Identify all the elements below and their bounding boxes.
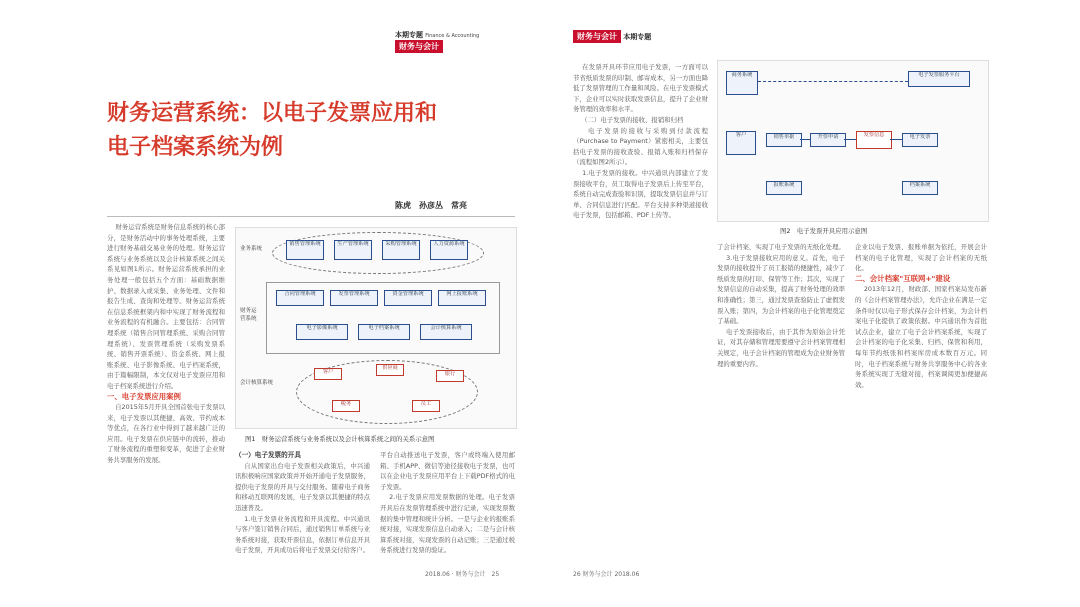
header-label: 本期专题	[623, 33, 652, 41]
diagram-node: 销售管理系统	[286, 240, 324, 260]
page-header	[573, 30, 651, 43]
diagram-node: 客户	[726, 131, 756, 155]
external-node: 银行	[436, 370, 464, 382]
diagram-node: 发票管理系统	[330, 290, 378, 306]
diagram-label: 业务系统	[240, 246, 263, 252]
body-text: 在发票开具环节应用电子发票，一方面可以节省纸质发票的印制、邮寄成本，另一方面也降低了发票管理的工作量和风险。在电子发票模式下，企业可以实时获取发票信息，提升了企业财务管理的效率和水平。 （二）电子发票的接收、报销和归档 电子发票的接收与采购到付款流程（Purchase to Payment）紧密相关，主要包括电子发票的接收查验、报销入账和归档保存（流程如图2所示）。 1.电子发票的接收。中兴通讯内部建立了发票接收平台，员工取得电子发票后上传至平台，系统自动完成查验和识别，提取发票信息并与订单、合同信息进行匹配。平台支持多种渠道接收电子发票，包括邮箱、PDF上传等。	[573, 63, 708, 220]
diagram-node: 电子档案系统	[358, 324, 410, 340]
external-node: 客户	[314, 368, 342, 380]
right-column-3	[855, 242, 987, 567]
right-column-2	[717, 242, 845, 567]
diagram-node: 电子影像系统	[296, 324, 348, 340]
connector	[844, 139, 856, 140]
page-footer: 2018.06 · 财务与会计 25	[425, 571, 500, 578]
title-line-2: 电子档案系统为例	[107, 135, 284, 160]
diagram-node: 网上报账系统	[438, 290, 486, 306]
right-column-1	[573, 62, 708, 567]
body-text: 2013年12月，财政部、国家档案局发布新的《会计档案管理办法》，允许企业在满足一定条件时仅以电子形式保存会计档案，为会计档案电子化提供了政策依据。中兴通讯作为首批试点企业，建立了电子会计档案系统，实现了会计档案的电子化采集、归档、保管和利用，每年节约纸张和档案库房成本数百万元。同时，电子档案系统与财务共享服务中心的各业务系统实现了无缝对接，档案调阅更加便捷高效。	[855, 285, 987, 389]
connector	[758, 81, 908, 82]
divider	[107, 216, 515, 217]
left-column-2	[235, 450, 370, 570]
left-column-1	[107, 222, 225, 567]
diagram-node: 报账系统	[766, 181, 802, 195]
page-header	[395, 30, 525, 53]
right-page	[565, 22, 995, 582]
section-heading: 二、会计档案"互联网+"建设	[855, 273, 951, 283]
body-text: 自2015年5月开具全国首张电子发票以来，电子发票以其便捷、高效、节约成本等优点，在各行业中得到了越来越广泛的应用。电子发票在供应链中的流转，推动了财务流程的重塑和变革，促进了企业财务共享服务的发展。	[107, 403, 225, 465]
diagram-node: 发票信息	[856, 131, 892, 149]
diagram-node: 销售单据	[766, 133, 802, 147]
title-line-1: 财务运营系统：以电子发票应用和	[107, 101, 438, 126]
external-node: 税务	[332, 400, 360, 412]
external-node: 供应商	[376, 364, 404, 376]
diagram-node: 合同管理系统	[276, 290, 324, 306]
page-footer: 26 财务与会计 2018.06	[573, 571, 640, 578]
figure-1	[235, 227, 517, 429]
body-text: 平台自动推送电子发票，客户或终端入使用邮箱、手机APP、微信等途径接收电子发票，也可以在企业电子发票应用平台上下载PDF格式的电子发票。 2.电子发票应用发票数据的处理。电子发票开具后在发票管理系统中进行记录，实现发票数据的集中管理和统计分析。一是与企业的报账系统对接，实现发票信息自动录入；二是与会计核算系统对接，实现发票的自动记账；三是通过税务系统进行发票的验证。	[380, 451, 515, 555]
diagram-node: 资金管理系统	[384, 290, 432, 306]
left-column-3	[380, 450, 515, 570]
left-page	[95, 22, 525, 582]
diagram-label: 财务运营系统	[240, 308, 257, 322]
diagram-node: 采购管理系统	[382, 240, 420, 260]
diagram-node: 人力资源系统	[430, 240, 468, 260]
journal-logo: 财务与会计	[573, 30, 621, 43]
diagram-node: 电子发票服务平台	[908, 71, 970, 87]
diagram-node: 开票申请	[810, 133, 846, 147]
diagram-node: 档案系统	[902, 181, 938, 195]
figure-caption: 图2 电子发票开具应用示意图	[780, 227, 868, 235]
diagram-node: 商务系统	[726, 71, 758, 95]
article-title	[107, 97, 507, 165]
diagram-node: 会计核算系统	[420, 324, 472, 340]
diagram-node: 生产管理系统	[334, 240, 372, 260]
header-label: 本期专题	[395, 31, 423, 39]
authors: 陈虎 孙彦丛 常亮	[395, 201, 467, 210]
header-sub: Finance & Accounting	[425, 33, 480, 39]
external-node: 员工	[412, 400, 440, 412]
connector	[800, 139, 810, 140]
body-text: 财务运营系统是财务信息系统的核心部分，是财务活动中的事务处理系统，主要进行财务基础交易业务的处理。财务运营系统与业务系统以及会计核算系统之间关系见如图1所示。财务运营系统承担的业务处理一般包括五个方面：基础数据维护、数据录入或采集、业务处理、文件和报告生成、查询和处理等。财务运营系统在信息系统框架内和中实现了财务流程和业务流程的有机融合。主要包括：合同管理系统（销售合同管理系统、采购合同管理系统）、发票管理系统（采购发票系统、销售开票系统）、资金系统、网上报账系统、电子影像系统、电子档案系统，由于篇幅限制，本文仅对电子发票应用和电子档案系统进行介绍。	[107, 223, 225, 390]
journal-logo: 财务与会计	[395, 40, 443, 53]
figure-2	[717, 60, 989, 222]
diagram-label: 会计核算系统	[240, 380, 274, 386]
connector	[890, 139, 902, 140]
subsection-heading: （一）电子发票的开具	[235, 451, 301, 459]
diagram-node: 电子发票	[902, 133, 938, 147]
body-text: 自从国家出台电子发票相关政策后，中兴通讯积极响应国家政策并开始开通电子发票服务，提供电子发票的开具与交付服务。随着电子商务和移动互联网的发展，电子发票以其便捷的特点迅速普及。 1.电子发票业务流程和开具流程。中兴通讯与客户签订销售合同后，通过销售订单系统与业务系统对接，获取开票信息，依据订单信息开具电子发票，开具成功后将电子发票交付给客户。	[235, 461, 370, 555]
section-heading: 一、电子发票应用案例	[107, 391, 181, 401]
body-text: 了会计档案，实现了电子发票的无纸化处理。 3.电子发票接收应用的意义。首先，电子发票的接收提升了员工报销的便捷性，减少了纸质发票的打印、保管等工作；其次，实现了发票信息的自动采集，提高了财务处理的效率和准确性；第三，通过发票查验防止了虚假发票入账；第四，为会计档案的电子化管理奠定了基础。 电子发票接收后，由于其作为原始会计凭证，对其存储和管理需要遵守会计档案管理相关规定，电子会计档案的管理成为企业财务管理的重要内容。	[717, 243, 845, 368]
body-text: 企业以电子发票、报账单据为依托，开展会计档案的电子化管理，实现了会计档案的无纸化。	[855, 243, 987, 273]
figure-caption: 图1 财务运营系统与业务系统以及会计核算系统之间的关系示意图	[245, 435, 435, 443]
